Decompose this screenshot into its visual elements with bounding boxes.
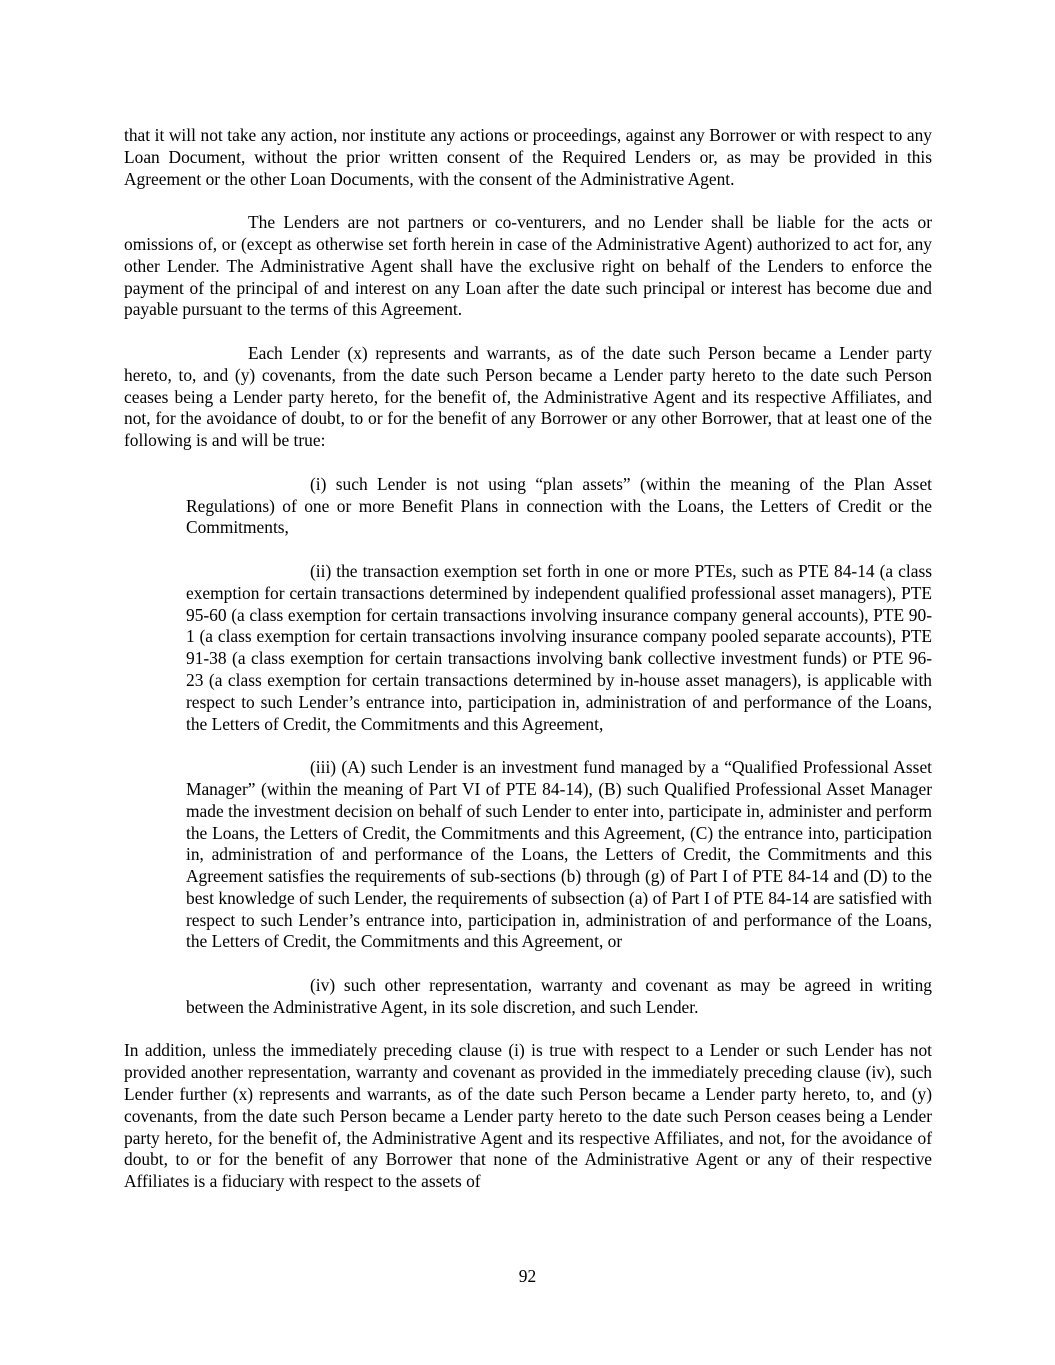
clause-iii: (iii) (A) such Lender is an investment fund managed by a “Qualified Professional Asset Manager” (within the meaning of Part VI of PTE 84-14), (B) such Qualified Professional Asset Manager made the investment decision on behalf of such Lender to enter into, participate in, administer and perform the Loans, the Letters of Credit, the Commitments and this Agreement, (C) the entrance into, participation in, administration of and performance of the Loans, the Letters of Credit, the Commitments and this Agreement satisfies the requirements of sub-sections (b) through (g) of Part I of PTE 84-14 and (D) to the best knowledge of such Lender, the requirements of subsection (a) of Part I of PTE 84-14 are satisfied with respect to such Lender’s entrance into, participation in, administration of and performance of the Loans, the Letters of Credit, the Commitments and this Agreement, or	[186, 757, 932, 952]
paragraph-lenders-not-partners: The Lenders are not partners or co-venturers, and no Lender shall be liable for the acts or omissions of, or (except as otherwise set forth herein in case of the Administrative Agent) authorized to act for, any other Lender. The Administrative Agent shall have the exclusive right on behalf of the Lenders to enforce the payment of the principal of and interest on any Loan after the date such principal or interest has become due and payable pursuant to the terms of this Agreement.	[124, 212, 932, 320]
paragraph-in-addition: In addition, unless the immediately preceding clause (i) is true with respect to a Lender or such Lender has not provided another representation, warranty and covenant as provided in the immediately preceding clause (iv), such Lender further (x) represents and warrants, as of the date such Person became a Lender party hereto, to, and (y) covenants, from the date such Person became a Lender party hereto to the date such Person ceases being a Lender party hereto, for the benefit of, the Administrative Agent and its respective Affiliates, and not, for the avoidance of doubt, to or for the benefit of any Borrower that none of the Administrative Agent or any of their respective Affiliates is a fiduciary with respect to the assets of	[124, 1040, 932, 1192]
clause-ii: (ii) the transaction exemption set forth in one or more PTEs, such as PTE 84-14 (a class exemption for certain transactions determined by independent qualified professional asset managers), PTE 95-60 (a class exemption for certain transactions involving insurance company general accounts), PTE 90-1 (a class exemption for certain transactions involving insurance company pooled separate accounts), PTE 91-38 (a class exemption for certain transactions involving bank collective investment funds) or PTE 96-23 (a class exemption for certain transactions determined by in-house asset managers), is applicable with respect to such Lender’s entrance into, participation in, administration of and performance of the Loans, the Letters of Credit, the Commitments and this Agreement,	[186, 560, 932, 734]
document-body	[124, 125, 932, 1215]
page-number: 92	[518, 1266, 537, 1286]
paragraph-lender-representations: Each Lender (x) represents and warrants, as of the date such Person became a Lender party hereto, to, and (y) covenants, from the date such Person became a Lender party hereto to the date such Person ceases being a Lender party hereto, for the benefit of, the Administrative Agent and its respective Affiliates, and not, for the avoidance of doubt, to or for the benefit of any Borrower or any other Borrower, that at least one of the following is and will be true:	[124, 342, 932, 451]
paragraph-consent: that it will not take any action, nor institute any actions or proceedings, against any Borrower or with respect to any Loan Document, without the prior written consent of the Required Lenders or, as may be provided in this Agreement or the other Loan Documents, with the consent of the Administrative Agent.	[124, 125, 932, 189]
clause-i: (i) such Lender is not using “plan assets” (within the meaning of the Plan Asset Regulations) of one or more Benefit Plans in connection with the Loans, the Letters of Credit or the Commitments,	[186, 473, 932, 538]
clause-iv: (iv) such other representation, warranty and covenant as may be agreed in writing between the Administrative Agent, in its sole discretion, and such Lender.	[186, 975, 932, 1017]
